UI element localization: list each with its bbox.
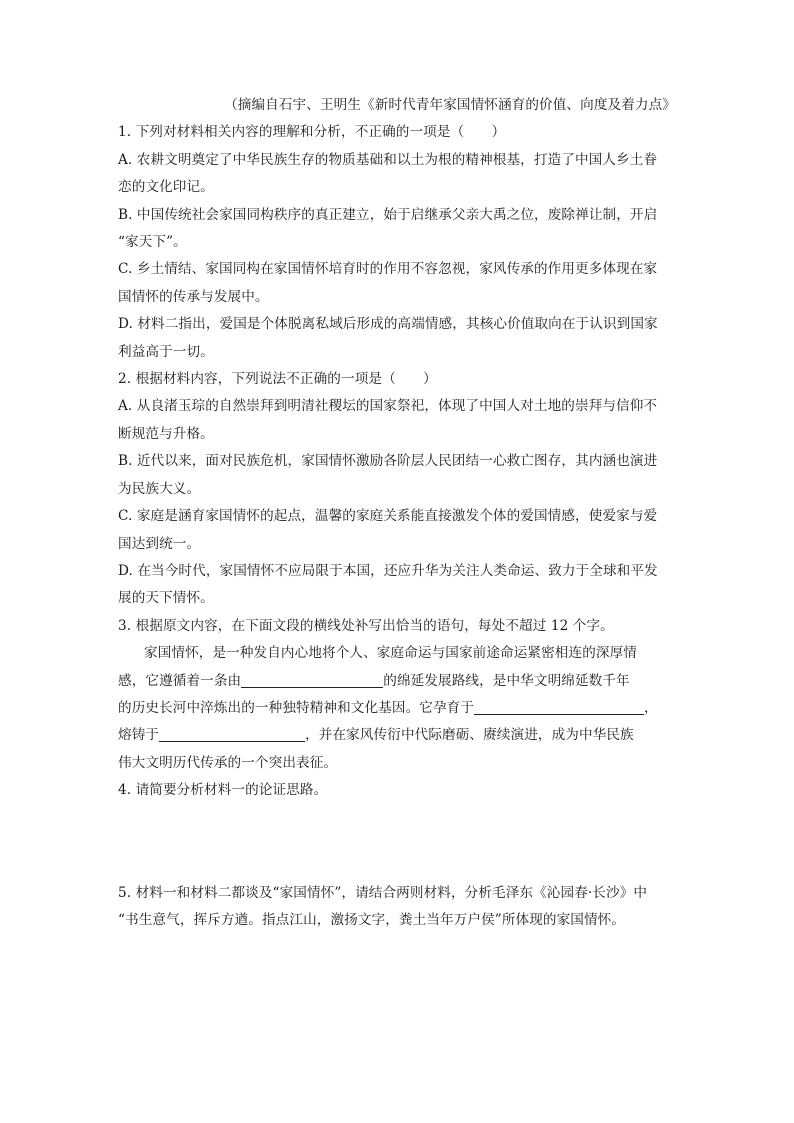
option-line: B. 近代以来，面对民族危机，家国情怀激励各阶层人民团结一心救亡图存，其内涵也演进 (118, 453, 658, 470)
option-line: C. 乡土情结、家国同构在家国情怀培育时的作用不容忽视，家风传承的作用更多体现在家 (118, 261, 658, 278)
option-line: B. 中国传统社会家国同构秩序的真正建立，始于启继承父亲大禹之位，废除禅让制，开启 (118, 206, 658, 223)
passage-line (118, 668, 676, 695)
option-line: 为民族大义。 (118, 480, 201, 497)
passage-text: 的绵延发展路线，是中华文明绵延数千年 (383, 672, 630, 689)
option-line: 国情怀的传承与发展中。 (118, 288, 269, 305)
question-3-stem: 3. 根据原文内容，在下面文段的横线处补写出恰当的语句，每处不超过 12 个字。 (118, 617, 614, 634)
question-1-option-b (118, 202, 676, 257)
option-line: “家天下”。 (118, 234, 187, 251)
question-2-option-b (118, 448, 676, 503)
passage-text: 的历史长河中淬炼出的一种独特精神和文化基因。它孕育于 (118, 699, 475, 716)
passage-text: 熔铸于 (118, 727, 160, 744)
answer-blank-1[interactable] (241, 671, 383, 688)
option-line: D. 材料二指出，爱国是个体脱离私域后形成的高端情感，其核心价值取向在于认识到国家 (118, 316, 658, 333)
question-2-option-a (118, 393, 676, 448)
source-citation: （摘编自石宇、王明生《新时代青年家国情怀涵育的价值、向度及着力点》 (224, 97, 676, 113)
passage-line (118, 695, 676, 722)
question-2-option-c (118, 503, 676, 558)
option-line: 展的天下情怀。 (118, 590, 214, 607)
answer-space (118, 805, 676, 880)
option-line: D. 在当今时代，家国情怀不应局限于本国，还应升华为关注人类命运、致力于全球和平发 (118, 562, 658, 579)
passage-line: 伟大文明历代传承的一个突出表征。 (118, 754, 338, 771)
option-line: 断规范与升格。 (118, 425, 214, 442)
question-2-stem: 2. 根据材料内容，下列说法不正确的一项是（ ） (118, 371, 437, 388)
option-line: C. 家庭是涵育家国情怀的起点，温馨的家庭关系能直接激发个体的爱国情感，使爱家与爱 (118, 508, 658, 525)
option-line: 利益高于一切。 (118, 343, 214, 360)
question-3-passage (118, 640, 676, 777)
answer-blank-2[interactable] (474, 698, 644, 715)
passage-line (118, 722, 676, 749)
question-4-stem: 4. 请简要分析材料一的论证思路。 (118, 782, 328, 799)
question-1-option-a (118, 147, 676, 202)
question-2-option-d (118, 558, 676, 613)
passage-text: ， (644, 699, 658, 716)
question-1-option-c (118, 256, 676, 311)
option-line: 恋的文化印记。 (118, 179, 214, 196)
option-line: 国达到统一。 (118, 535, 201, 552)
option-line: A. 从良渚玉琮的自然崇拜到明清社稷坛的国家祭祀，体现了中国人对土地的崇拜与信仰不 (118, 398, 658, 415)
question-5-stem (118, 880, 676, 935)
passage-text: ，并在家风传衍中代际磨砺、赓续演进，成为中华民族 (305, 727, 634, 744)
question-1-option-d (118, 311, 676, 366)
passage-text: 感，它遵循着一条由 (118, 672, 242, 689)
exam-page (118, 92, 676, 934)
passage-line: 家国情怀，是一种发自内心地将个人、家庭命运与国家前途命运紧密相连的深厚情 (144, 645, 637, 662)
option-line: A. 农耕文明奠定了中华民族生存的物质基础和以土为根的精神根基，打造了中国人乡土眷 (118, 151, 658, 168)
question-line: “书生意气，挥斥方遒。指点江山，激扬文字，粪土当年万户侯”所体现的家国情怀。 (118, 911, 626, 928)
answer-blank-3[interactable] (159, 725, 305, 742)
question-line: 5. 材料一和材料二都谈及“家国情怀”，请结合两则材料，分析毛泽东《沁园春·长沙》中 (118, 884, 648, 901)
question-1-stem: 1. 下列对材料相关内容的理解和分析，不正确的一项是（ ） (118, 124, 506, 141)
